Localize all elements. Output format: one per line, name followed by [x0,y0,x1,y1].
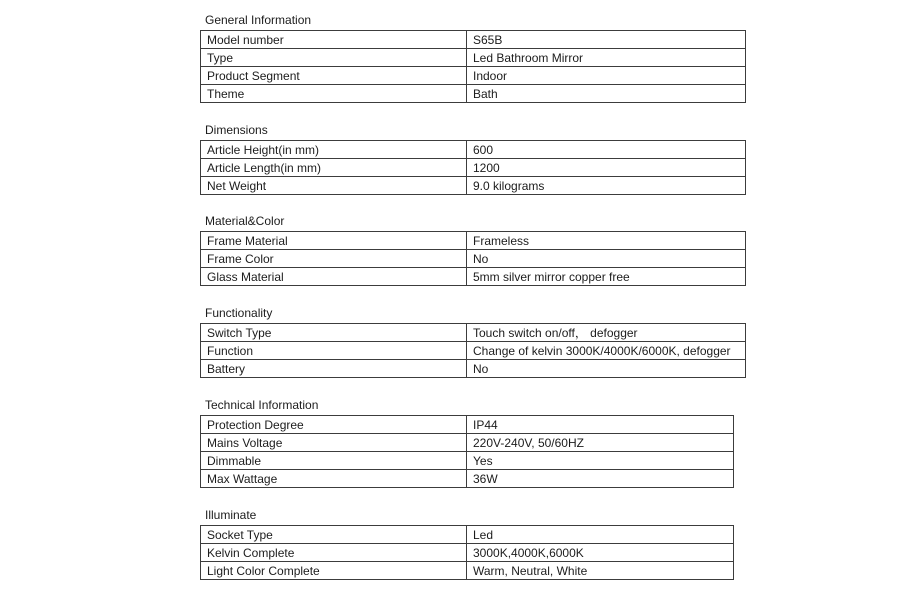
table-row [201,141,746,159]
table-row [201,31,746,49]
section-title: Material&Color [205,214,285,228]
table-row [201,232,746,250]
spec-label: Battery [201,360,467,378]
section-technical-information [200,399,734,488]
table-row [201,360,746,378]
spec-table [200,323,746,378]
spec-label: Article Height(in mm) [201,141,467,159]
spec-label: Dimmable [201,452,467,470]
spec-label: Protection Degree [201,416,467,434]
spec-table [200,30,746,103]
section-title: Illuminate [205,508,257,522]
table-row [201,562,734,580]
spec-table [200,415,734,488]
table-row [201,250,746,268]
section-title: Technical Information [205,398,319,412]
spec-label: Mains Voltage [201,434,467,452]
spec-value: No [467,250,746,268]
section-material-color [200,215,746,286]
spec-value: Yes [467,452,734,470]
spec-label: Switch Type [201,324,467,342]
spec-label: Max Wattage [201,470,467,488]
spec-label: Frame Color [201,250,467,268]
spec-value: 5mm silver mirror copper free [467,268,746,286]
table-row [201,470,734,488]
section-title: General Information [205,13,312,27]
table-row [201,452,734,470]
section-general-information [200,14,746,103]
spec-value: Bath [467,85,746,103]
spec-value: No [467,360,746,378]
section-title: Dimensions [205,123,268,137]
spec-value: 9.0 kilograms [467,177,746,195]
spec-label: Article Length(in mm) [201,159,467,177]
table-row [201,177,746,195]
spec-value: 1200 [467,159,746,177]
spec-value: IP44 [467,416,734,434]
spec-label: Function [201,342,467,360]
spec-value: Frameless [467,232,746,250]
spec-label: Kelvin Complete [201,544,467,562]
spec-value: Change of kelvin 3000K/4000K/6000K, defogger [467,342,746,360]
section-functionality [200,307,746,378]
spec-label: Net Weight [201,177,467,195]
spec-value: Led [467,526,734,544]
spec-value: 600 [467,141,746,159]
spec-value: Led Bathroom Mirror [467,49,746,67]
table-row [201,434,734,452]
spec-value: Touch switch on/off， defogger [467,324,746,342]
spec-table [200,231,746,286]
table-row [201,324,746,342]
table-row [201,544,734,562]
table-row [201,416,734,434]
spec-table [200,140,746,195]
section-dimensions [200,124,746,195]
spec-value: 36W [467,470,734,488]
spec-label: Product Segment [201,67,467,85]
spec-label: Glass Material [201,268,467,286]
table-row [201,268,746,286]
table-row [201,67,746,85]
spec-value: Indoor [467,67,746,85]
spec-table [200,525,734,580]
table-row [201,526,734,544]
spec-value: Warm, Neutral, White [467,562,734,580]
spec-label: Theme [201,85,467,103]
spec-value: S65B [467,31,746,49]
table-row [201,159,746,177]
spec-label: Frame Material [201,232,467,250]
spec-value: 220V-240V, 50/60HZ [467,434,734,452]
table-row [201,49,746,67]
spec-value: 3000K,4000K,6000K [467,544,734,562]
spec-label: Socket Type [201,526,467,544]
spec-label: Model number [201,31,467,49]
table-row [201,85,746,103]
section-illuminate [200,509,734,580]
spec-label: Type [201,49,467,67]
table-row [201,342,746,360]
spec-label: Light Color Complete [201,562,467,580]
section-title: Functionality [205,306,273,320]
